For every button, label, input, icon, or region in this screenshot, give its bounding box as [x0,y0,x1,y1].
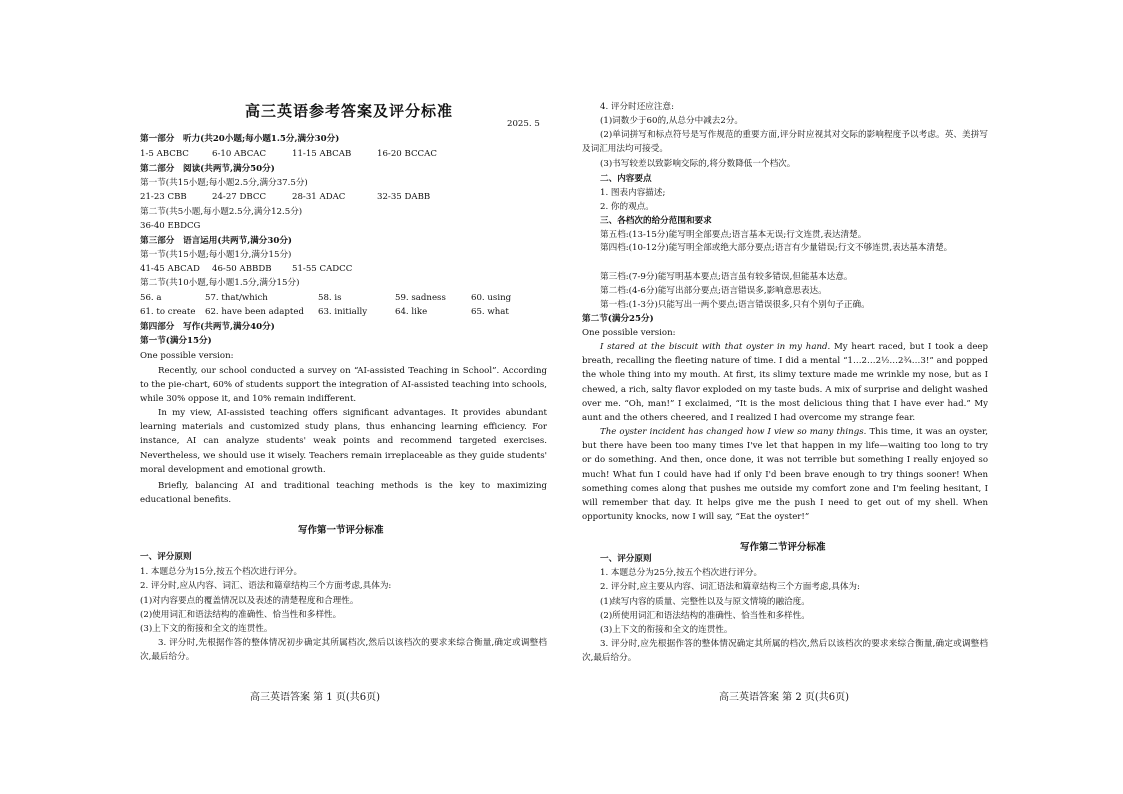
part3-section1: 第一节(共15小题;每小题1分,满分15分) [140,250,292,260]
essay2-paragraph-1 [582,340,988,425]
part2-heading: 第二部分 阅读(共两节,满分50分) [140,164,275,174]
key-point: 1. 图表内容描述; [600,188,666,198]
band-2: 第二档:(4-6分)能写出部分要点;语言错误多,影响意思表达。 [600,286,827,296]
essay1-paragraph: Recently, our school conducted a survey on “AI-assisted Teaching in School”. According to the pie-chart, 60% of students support the integration of AI-assisted teaching into schools, while 30% oppose it, and 10% remain indifferent. [140,366,547,405]
note-line: (3)书写较差以致影响交际的,将分数降低一个档次。 [600,159,796,169]
criteria-line: (1)对内容要点的覆盖情况以及表述的清楚程度和合理性。 [140,596,359,606]
criteria-line: 3. 评分时,先根据作答的整体情况初步确定其所属档次,然后以该档次的要求来综合衡量,确定或调整档次,最后给分。 [140,638,547,663]
part3-heading: 第三部分 语言运用(共两节,满分30分) [140,236,292,246]
writing1-heading: 第一节(满分15分) [140,336,212,346]
band-5: 第五档:(13-15分)能写明全部要点;语言基本无误;行文连贯,表达清楚。 [600,230,867,240]
band-3: 第三档:(7-9分)能写明基本要点;语言虽有较多错误,但能基本达意。 [600,272,853,282]
essay2-paragraph-2 [582,425,988,524]
answer-group: 28-31 ADAC [292,192,346,202]
possible-version-label: One possible version: [140,351,234,361]
fill-answer: 56. a [140,293,162,303]
criteria-line: (3)上下文的衔接和全文的连贯性。 [600,625,733,635]
fill-answer: 62. have been adapted [205,307,304,317]
answer-group: 6-10 ABCAC [212,149,267,159]
criteria1-title: 写作第一节评分标准 [298,525,384,536]
criteria-line: (3)上下文的衔接和全文的连贯性。 [140,624,273,634]
essay2-lead-sentence: I stared at the biscuit with that oyster in my hand. [600,342,831,352]
essay2-body: My heart raced, but I took a deep breath, recalling the fleeting nature of time. I did a mental “1…2…2½…2¾…3!” and popped the whole thing into my mouth. At first, its slimy texture made me wrinkle my nose, but as I chewed, a rich, salty flavor exploded on my taste buds. A mix of surprise and delight washed over me. “Oh, man!” I exclaimed, “It is the most delicious thing that I have ever had.” My aunt and the others cheered, and I realized I had overcome my strange fear. [582,342,988,424]
fill-answer: 65. what [471,307,509,317]
notes-heading: 4. 评分时还应注意: [600,102,674,112]
key-points-heading: 二、内容要点 [600,174,652,184]
essay1-paragraph: In my view, AI-assisted teaching offers significant advantages. It provides abundant learning materials and customized study plans, thus enhancing learning efficiency. For instance, AI can analyze students' weak points and recommend targeted exercises. Nevertheless, we should use it wisely. Teachers remain irreplaceable as they guide students' moral development and emotional growth. [140,408,547,475]
bands-heading: 三、各档次的给分范围和要求 [600,216,712,226]
writing2-heading: 第二节(满分25分) [582,314,654,324]
fill-answer: 57. that/which [205,293,268,303]
criteria-line: (2)使用词汇和语法结构的准确性、恰当性和多样性。 [140,610,342,620]
answer-group: 51-55 CADCC [292,264,353,274]
possible-version-label: One possible version: [582,328,676,338]
key-point: 2. 你的观点。 [600,202,654,212]
answer-group: 16-20 BCCAC [377,149,437,159]
answer-page-1 [140,0,547,794]
fill-answer: 63. initially [318,307,368,317]
part2-section2-answer: 36-40 EBDCG [140,221,201,231]
answer-page-2 [582,0,988,794]
fill-answer: 61. to create [140,307,196,317]
note-line: (2)单词拼写和标点符号是写作规范的重要方面,评分时应视其对交际的影响程度予以考虑。英、美拼写及词汇用法均可接受。 [582,130,988,155]
essay1-paragraph: Briefly, balancing AI and traditional teaching methods is the key to maximizing educational benefits. [140,481,547,506]
band-4: 第四档:(10-12分)能写明全部或绝大部分要点;语言有少量错误;行文不够连贯,表达基本清楚。 [600,243,953,253]
criteria-line: 2. 评分时,应从内容、词汇、语法和篇章结构三个方面考虑,具体为: [140,581,392,591]
criteria-line: (1)续写内容的质量、完整性以及与原文情境的融洽度。 [600,597,810,607]
criteria-principle-heading: 一、评分原则 [140,552,192,562]
fill-answer: 60. using [471,293,512,303]
answer-group: 41-45 ABCAD [140,264,200,274]
criteria-line: 1. 本题总分为25分,按五个档次进行评分。 [600,568,763,578]
fill-answer: 64. like [395,307,428,317]
part4-heading: 第四部分 写作(共两节,满分40分) [140,322,275,332]
essay2-body: This time, it was an oyster, but there have been too many times I've let that happen in my life—waiting too long to try or do something. And then, once done, it was not terrible but something I really enjoyed so much! What fun I could have had if only I'd been brave enough to try things sooner! When something comes along that pushes me outside my comfort zone and I'm feeling hesitant, I will remember that day. It helps give me the push I need to get out of my shell. When opportunity knocks, now I will say, “Eat the oyster!” [582,427,988,523]
essay2-lead-sentence: The oyster incident has changed how I view so many things. [600,427,867,437]
page-footer: 高三英语答案 第 2 页(共6页) [719,692,850,703]
criteria-principle-heading: 一、评分原则 [600,554,652,564]
criteria2-title: 写作第二节评分标准 [740,542,826,553]
exam-date: 2025. 5 [507,119,540,129]
page-footer: 高三英语答案 第 1 页(共6页) [250,692,381,703]
part2-section2: 第二节(共5小题,每小题2.5分,满分12.5分) [140,207,303,217]
answer-group: 21-23 CBB [140,192,187,202]
note-line: (1)词数少于60的,从总分中减去2分。 [600,116,744,126]
part3-section2: 第二节(共10小题,每小题1.5分,满分15分) [140,278,300,288]
criteria-line: 2. 评分时,应主要从内容、词汇语法和篇章结构三个方面考虑,具体为: [600,582,860,592]
answer-group: 11-15 ABCAB [292,149,352,159]
part2-section1: 第一节(共15小题;每小题2.5分,满分37.5分) [140,178,308,188]
band-1: 第一档:(1-3分)只能写出一两个要点;语言错误很多,只有个别句子正确。 [600,300,870,310]
answer-group: 32-35 DABB [377,192,431,202]
fill-answer: 58. is [318,293,342,303]
fill-answer: 59. sadness [395,293,446,303]
answer-group: 46-50 ABBDB [212,264,272,274]
criteria-line: 1. 本题总分为15分,按五个档次进行评分。 [140,567,303,577]
answer-group: 24-27 DBCC [212,192,267,202]
answer-group: 1-5 ABCBC [140,149,189,159]
criteria-line: (2)所使用词汇和语法结构的准确性、恰当性和多样性。 [600,611,810,621]
part1-heading: 第一部分 听力(共20小题;每小题1.5分,满分30分) [140,134,340,144]
criteria-line: 3. 评分时,应先根据作答的整体情况确定其所属的档次,然后以该档次的要求来综合衡量,确定或调整档次,最后给分。 [582,639,988,664]
page-title: 高三英语参考答案及评分标准 [245,102,454,120]
